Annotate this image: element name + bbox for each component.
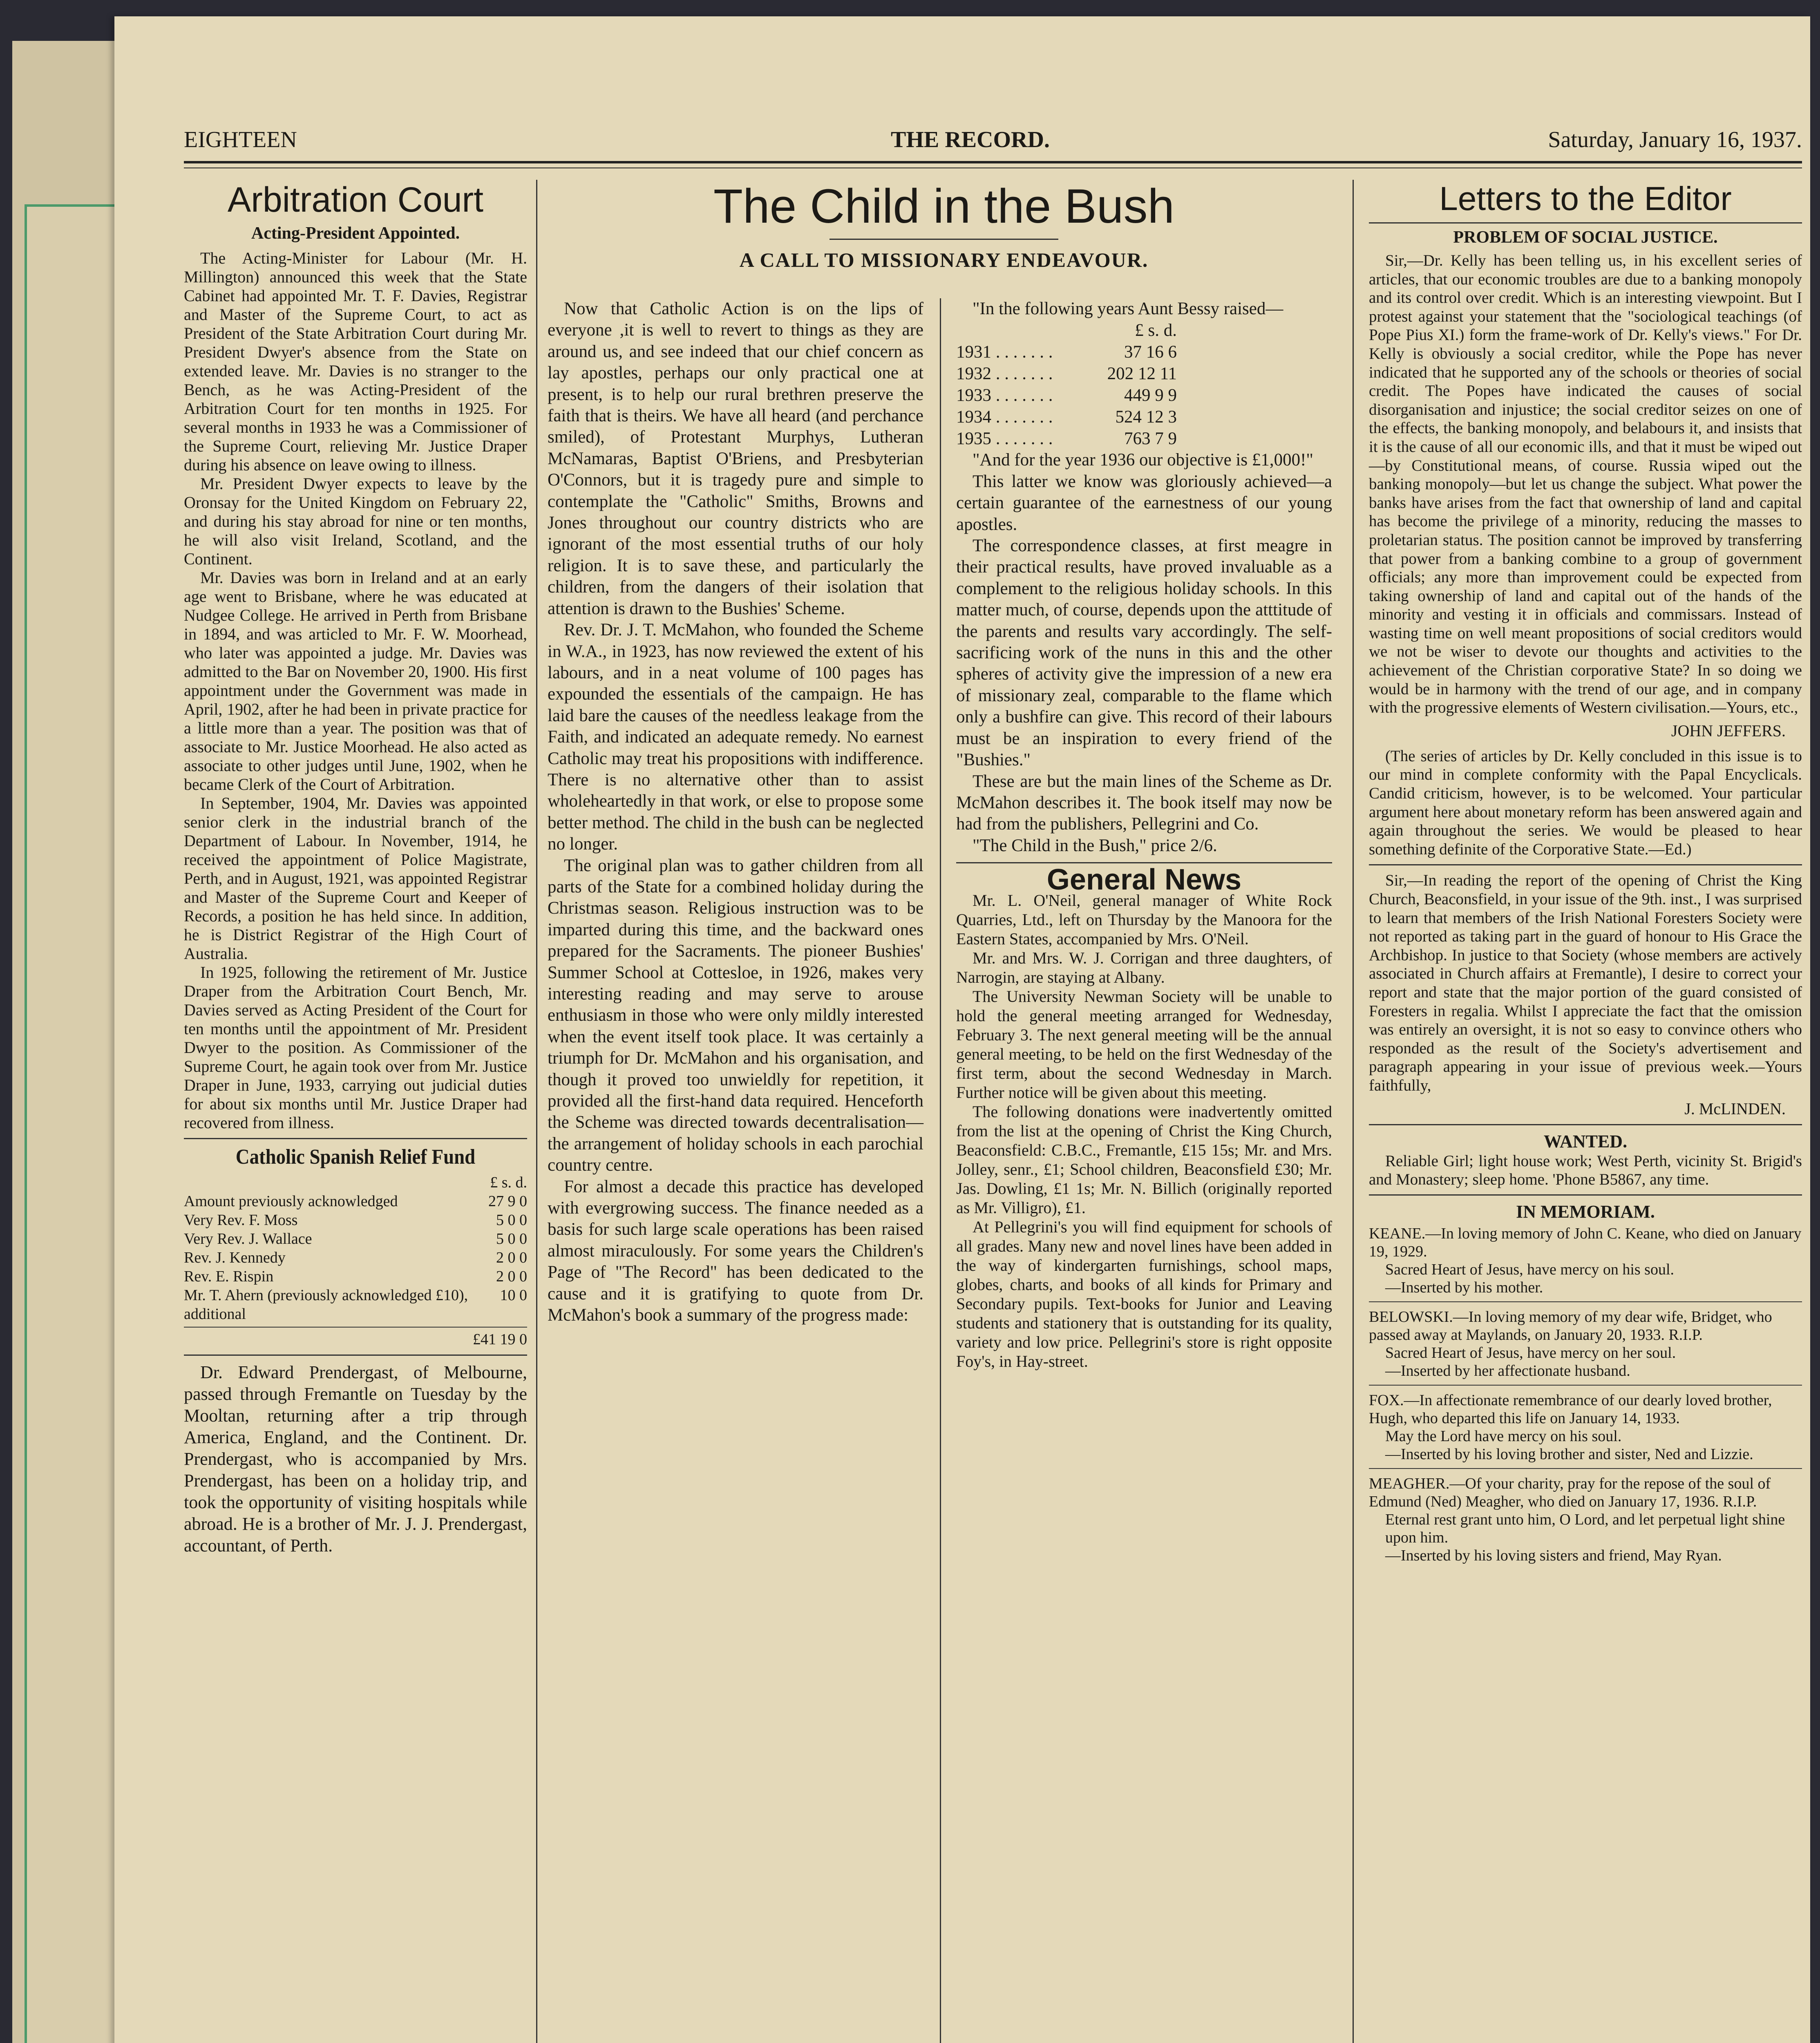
letter2-signature: J. McLINDEN. [1684, 1099, 1786, 1118]
relief-fund-donor: Very Rev. F. Moss [184, 1211, 298, 1229]
underlying-page-green-border [25, 204, 127, 2043]
money-header: £ s. d. [1135, 321, 1177, 340]
relief-fund-donor: Amount previously acknowledged [184, 1193, 398, 1210]
prendergast-text: Dr. Edward Prendergast, of Melbourne, passed through Fremantle on Tuesday by the Mooltan, returning after a trip through America, England, and the Continent. Dr. Prendergast, who is accompanied by Mrs. Prendergast, has been on a holiday trip, and took the opportunity of visiting hospitals while abroad. He is a brother of Mr. J. J. Prendergast, accountant, of Perth. [184, 1362, 527, 1556]
divider [184, 1138, 527, 1139]
child-title: The Child in the Bush [713, 179, 1175, 233]
running-head [184, 127, 1802, 155]
arbitration-para: In 1925, following the retirement of Mr. Justice Draper from the Arbitration Court Bench, Mr. Davies served as Acting President of the Court for ten months until the appointment of Mr. President Dwyer to the position. As Commissioner of the Supreme Court, he again took over from Mr. Justice Draper in June, 1933, carrying out judicial duties for about six months until Mr. Justice Draper had recovered from illness. [184, 963, 527, 1132]
newspaper-sheet [114, 16, 1810, 2043]
memoriam-line: Eternal rest grant unto him, O Lord, and let perpetual light shine upon him. [1385, 1511, 1785, 1546]
memoriam-entries [1369, 1225, 1802, 1565]
child-para: These are but the main lines of the Scheme as Dr. McMahon describes it. The book itself may now be had from the publishers, Pellegrini and Co. [956, 771, 1332, 834]
arbitration-para: Mr. Davies was born in Ireland and at an early age went to Brisbane, where he was educated at Nudgee College. He arrived in Perth from Brisbane in 1894, and was articled to Mr. F. W. Moorhead, who later was appointed a judge. Mr. Davies was admitted to the Bar on November 20, 1900. His first appointment under the Government was made in April, 1902, after he had been in private practice for a little more than a year. The position was that of associate to Mr. Justice Moorhead. He also acted as associate to other judges until June, 1902, when he became Clerk of the Court of Arbitration. [184, 568, 527, 794]
relief-fund-rows [184, 1192, 527, 1323]
money-year: 1934 . . . . . . . [956, 407, 1053, 427]
memoriam-line: May the Lord have mercy on his soul. [1385, 1427, 1622, 1445]
head-rule [184, 161, 1802, 168]
memoriam-line: BELOWSKI.—In loving memory of my dear wife, Bridget, who passed away at Maylands, on January 20, 1933. R.I.P. [1369, 1308, 1772, 1343]
child-para: This latter we know was gloriously achieved—a certain guarantee of the earnestness of our young apostles. [956, 472, 1332, 534]
money-row [956, 341, 1332, 363]
relief-fund-donor: Mr. T. Ahern (previously acknowledged £10), additional [184, 1287, 468, 1323]
column-rule [1353, 180, 1354, 2043]
money-row [956, 428, 1332, 449]
news-item: Mr. and Mrs. W. J. Corrigan and three daughters, of Narrogin, are staying at Albany. [956, 948, 1332, 986]
child-para: The original plan was to gather children from all parts of the State for a combined holiday during the Christmas season. Religious instruction was to be imparted during this time, and the backward ones prepared for the Sacraments. The pioneer Bushies' Summer School at Cottesloe, in 1926, makes very interesting reading and may serve to arouse enthusiasm in those who were only mildly interested when the event itself took place. It was certainly a triumph for Dr. McMahon and his organisation, and though it proved too unwieldly for repetition, it provided all the first-hand data required. Henceforth the Scheme was directed towards decentralisation—the arrangement of holiday schools in each parochial country centre. [548, 856, 923, 1175]
column-rule [536, 180, 537, 2043]
relief-fund-row [184, 1192, 527, 1211]
money-row [956, 363, 1332, 384]
child-subtitle: A CALL TO MISSIONARY ENDEAVOUR. [739, 248, 1149, 271]
arbitration-para: The Acting-Minister for Labour (Mr. H. Millington) announced this week that the State Cabinet had appointed Mr. T. F. Davies, Registrar and Master of the Supreme Court, to act as President of the State Arbitration Court during Mr. President Dwyer's absence from the State on extended leave. Mr. Davies is no stranger to the Bench, as he was Acting-President of the Arbitration Court for ten months in 1925. For several months in 1933 he was a Commissioner of the Supreme Court, relieving Mr. Justice Draper during his absence on leave owing to illness. [184, 249, 527, 474]
relief-fund-donor: Rev. E. Rispin [184, 1268, 274, 1285]
money-row [956, 406, 1332, 428]
relief-fund-title: Catholic Spanish Relief Fund [235, 1145, 476, 1169]
money-year: 1933 . . . . . . . [956, 386, 1053, 405]
relief-fund-donor: Rev. J. Kennedy [184, 1249, 286, 1266]
child-right-intro: "In the following years Aunt Bessy raised— [973, 299, 1283, 318]
issue-date: Saturday, January 16, 1937. [1548, 127, 1802, 152]
relief-fund-row [184, 1248, 527, 1267]
child-para: "And for the year 1936 our objective is £1,000!" [973, 450, 1313, 470]
money-year: 1932 . . . . . . . [956, 364, 1053, 384]
title-rule [830, 239, 1058, 240]
child-right-column [956, 298, 1332, 1371]
memoriam-line: Sacred Heart of Jesus, have mercy on his soul. [1385, 1261, 1675, 1278]
column-rule [940, 298, 941, 2043]
letter-signature: JOHN JEFFERS. [1671, 721, 1786, 740]
general-news-title: General News [1046, 863, 1242, 896]
divider [1369, 1124, 1802, 1125]
memoriam-line: —Inserted by his loving sisters and friend, May Ryan. [1385, 1547, 1722, 1564]
divider [1369, 1385, 1802, 1386]
letter-text: Sir,—Dr. Kelly has been telling us, in his excellent series of articles, that our economic troubles are due to a banking monopoly and its control over credit. Which is an interesting viewpoint. But I protest against your statement that the "sociological teachings (of Pope Pius XI.) form the frame-work of Dr. Kelly's views." For Dr. Kelly is obviously a social creditor, while the Pope has never indicated that he supported any of the schools or theories of social credit. The Popes have indicated the causes of social disorganisation and injustice; the social creditor seizes on one of the effects, the banking monopoly, and belabours it, and insists that it is the cause of all our economic ills, and that it must be wiped out—by Constitutional means, of course. Russia wiped out the banking monopoly—but let us change the subject. What power the banks have arises from the fact that ownership of land and capital has become the privilege of a minority, reducing the masses to proletarian status. The position cannot be improved by transferring that power from a banking combine to a group of government officials; any more than improvement could be expected from taking ownership of land and capital out of the hands of the minority and vesting it in officials and commissars. Instead of wasting time on well meant propositions of social creditors would we not be wiser to devote our thoughts and activities to the achievement of the Christian corporative State? In so doing we would be in harmony with the trend of our age, and in company with the progressive elements of Western civilisation.—Yours, etc., [1369, 252, 1802, 717]
memoriam-line: —Inserted by his mother. [1385, 1279, 1543, 1296]
divider [1369, 864, 1802, 865]
money-amount: 763 7 9 [1124, 429, 1177, 449]
relief-fund-total: £41 19 0 [473, 1331, 527, 1348]
wanted-ad [1369, 1152, 1802, 1189]
money-row [956, 384, 1332, 406]
memoriam-entry [1369, 1391, 1802, 1469]
wanted-title: WANTED. [1543, 1131, 1628, 1151]
column-arbitration [184, 180, 527, 1556]
memoriam-line: Sacred Heart of Jesus, have mercy on her soul. [1385, 1344, 1676, 1361]
page-number: EIGHTEEN [184, 127, 297, 152]
child-para: "The Child in the Bush," price 2/6. [973, 836, 1217, 855]
memoriam-entry [1369, 1475, 1802, 1565]
child-para: For almost a decade this practice has developed with evergrowing success. The finance needed as a basis for such large scale operations has been raised almost miraculously. For some years the Children's Page of "The Record" has been dedicated to the cause and it is gratifying to quote from Dr. McMahon's book a summary of the progress made: [548, 1177, 923, 1325]
money-amount: 524 12 3 [1115, 407, 1177, 427]
child-article-columns [548, 298, 1340, 2043]
relief-fund-amount: 27 9 0 [488, 1193, 527, 1210]
relief-fund-row [184, 1286, 527, 1323]
wanted-text: Reliable Girl; light house work; West Perth, vicinity St. Brigid's and Monastery; sleep home. 'Phone B5867, any time. [1369, 1152, 1802, 1188]
news-item: Mr. L. O'Neil, general manager of White Rock Quarries, Ltd., left on Thursday by the Manoora for the Eastern States, accompanied by Mrs. O'Neil. [956, 891, 1332, 948]
letter2-text: Sir,—In reading the report of the opening of Christ the King Church, Beaconsfield, in your issue of the 9th. inst., I was surprised to learn that members of the Irish National Foresters Society were not reported as taking part in the guard of honour to His Grace the Archbishop. In justice to that Society (whose members are actively associated in Church affairs at Fremantle), I desire to correct your report and state that the major portion of the guard consisted of Foresters in regalia. Whilst I appreciate the fact that the omission was entirely an oversight, it is not so easy to convince others who responded as the result of the Society's advertisement and paragraph appearing in your issue of previous week.—Yours faithfully, [1369, 872, 1802, 1094]
relief-fund-row [184, 1267, 527, 1286]
news-item: The University Newman Society will be unable to hold the general meeting arranged for Wednesday, February 3. The next general meeting will be the annual general meeting, to be held on the first Wednesday of the first term, about the second Wednesday in March. Further notice will be given about this meeting. [956, 987, 1332, 1102]
relief-fund-donor: Very Rev. J. Wallace [184, 1230, 312, 1247]
column-letters [1369, 180, 1802, 1570]
arbitration-subtitle: Acting-President Appointed. [251, 224, 460, 243]
money-amount: 449 9 9 [1124, 386, 1177, 405]
divider [184, 1355, 527, 1356]
prendergast-notice [184, 1361, 527, 1556]
money-amount: 202 12 11 [1107, 364, 1177, 384]
divider [1369, 1194, 1802, 1196]
memoriam-entry [1369, 1308, 1802, 1386]
letter-mclinden [1369, 871, 1802, 1095]
child-para: The correspondence classes, at first meagre in their practical results, have proved invaluable as a complement to the religious holiday schools. In this matter much, of course, depends upon the atttitude of the parents and results vary accordingly. The self-sacrificing work of the nuns in this and the other spheres of activity give the impression of a new era of missionary zeal, comparable to the flame which only a bushfire can give. This record of their labours must be an inspiration to every friend of the "Bushies." [956, 536, 1332, 770]
relief-fund-amount: 10 0 [500, 1287, 527, 1304]
letter-jeffers [1369, 251, 1802, 717]
arbitration-body [184, 249, 527, 1132]
column-child-in-bush [548, 179, 1340, 1370]
editor-note-text: (The series of articles by Dr. Kelly concluded in this issue is to our mind in complete conformity with the Papal Encyclicals. Candid criticism, however, is to be welcomed. Your particular argument here about monetary reform has been answered again and again throughout the series. We would be pleased to hear something definite of the Corporative State.—Ed.) [1369, 747, 1802, 858]
relief-fund-amount: 5 0 0 [496, 1230, 527, 1247]
money-amount: 37 16 6 [1124, 342, 1177, 362]
editor-note [1369, 747, 1802, 859]
relief-fund-amount: 2 0 0 [496, 1249, 527, 1266]
page-content [184, 127, 1802, 2043]
memoriam-line: —Inserted by his loving brother and sister, Ned and Lizzie. [1385, 1445, 1753, 1463]
money-year: 1935 . . . . . . . [956, 429, 1053, 449]
news-item: The following donations were inadvertently omitted from the list at the opening of Christ the King Church, Beaconsfield: C.B.C., Fremantle, £15 15s; Mr. and Mrs. Jolley, senr., £1; School children, Beaconsfield £30; Mr. Jas. Dowling, £1 1s; Mr. N. Billich (originally reported as Mr. Villigro), £1. [956, 1102, 1332, 1217]
child-para: Rev. Dr. J. T. McMahon, who founded the Scheme in W.A., in 1923, has now reviewed the extent of his labours, and in a neat volume of 100 pages has expounded the essentials of the campaign. He has laid bare the causes of the needless leakage from the Faith, and indicated an adequate remedy. No earnest Catholic may treat his propositions with indifference. There is no alternative other than to assist wholeheartedly in that work, or else to propose some better method. The child in the bush can be neglected no longer. [548, 620, 923, 854]
divider [1369, 1301, 1802, 1302]
memoriam-line: FOX.—In affectionate remembrance of our dearly loved brother, Hugh, who departed this life on January 14, 1933. [1369, 1391, 1772, 1427]
relief-fund-header [184, 1173, 527, 1192]
relief-fund-row [184, 1229, 527, 1248]
memoriam-line: MEAGHER.—Of your charity, pray for the repose of the soul of Edmund (Ned) Meagher, who died on January 17, 1936. R.I.P. [1369, 1475, 1771, 1510]
letters-title: Letters to the Editor [1439, 180, 1732, 217]
relief-fund-amount: 2 0 0 [496, 1268, 527, 1285]
masthead: THE RECORD. [891, 127, 1050, 152]
memoriam-line: KEANE.—In loving memory of John C. Keane, who died on January 19, 1929. [1369, 1225, 1802, 1260]
relief-fund-total-row [184, 1327, 527, 1349]
money-table [956, 320, 1332, 449]
arbitration-title: Arbitration Court [227, 180, 484, 219]
memoriam-title: IN MEMORIAM. [1516, 1201, 1655, 1222]
relief-fund-amount: 5 0 0 [496, 1211, 527, 1229]
news-item: At Pellegrini's you will find equipment for schools of all grades. Many new and novel lines have been added in the way of kindergarten furnishings, school maps, globes, charts, and books of all kinds for Primary and Secondary pupils. Text-books for Junior and Leaving students and stationery that is outstanding for its quality, variety and low price. Pellegrini's store is right opposite Foy's, in Hay-street. [956, 1217, 1332, 1370]
arbitration-para: Mr. President Dwyer expects to leave by the Oronsay for the United Kingdom on February 22, and during his stay abroad for nine or ten months, he will also visit Ireland, Scotland, and the Continent. [184, 474, 527, 568]
relief-fund-currency: £ s. d. [490, 1174, 527, 1191]
divider [1369, 1468, 1802, 1469]
general-news-body [956, 891, 1332, 1371]
title-rule [1369, 222, 1802, 224]
relief-fund-row [184, 1211, 527, 1229]
memoriam-line: —Inserted by her affectionate husband. [1385, 1362, 1630, 1379]
letters-subtitle: PROBLEM OF SOCIAL JUSTICE. [1453, 228, 1718, 247]
memoriam-entry [1369, 1225, 1802, 1302]
arbitration-para: In September, 1904, Mr. Davies was appointed senior clerk in the industrial branch of the Department of Labour. In November, 1914, he received the appointment of Police Magistrate, Perth, and in August, 1921, was appointed Registrar and Master of the Supreme Court and Keeper of Records, a position he has held since. In addition, he is District Registrar of the High Court of Australia. [184, 794, 527, 963]
child-para: Now that Catholic Action is on the lips of everyone ,it is well to revert to things as they are around us, and see indeed that our chief concern as lay apostles, perhaps our only practical one at present, is to help our rural brethren preserve the faith that is theirs. We have all heard (and perchance smiled), of Protestant Murphys, Lutheran McNamaras, Baptist O'Briens, and Presbyterian O'Connors, but it is tragedy pure and simple to contemplate the "Catholic" Smiths, Browns and Jones throughout our country districts who are ignorant of the most essential truths of our holy religion. It is to save these, and particularly the children, from the dangers of their isolation that attention is drawn to the Bushies' Scheme. [548, 299, 923, 618]
child-left-column [548, 298, 923, 1326]
money-year: 1931 . . . . . . . [956, 342, 1053, 362]
